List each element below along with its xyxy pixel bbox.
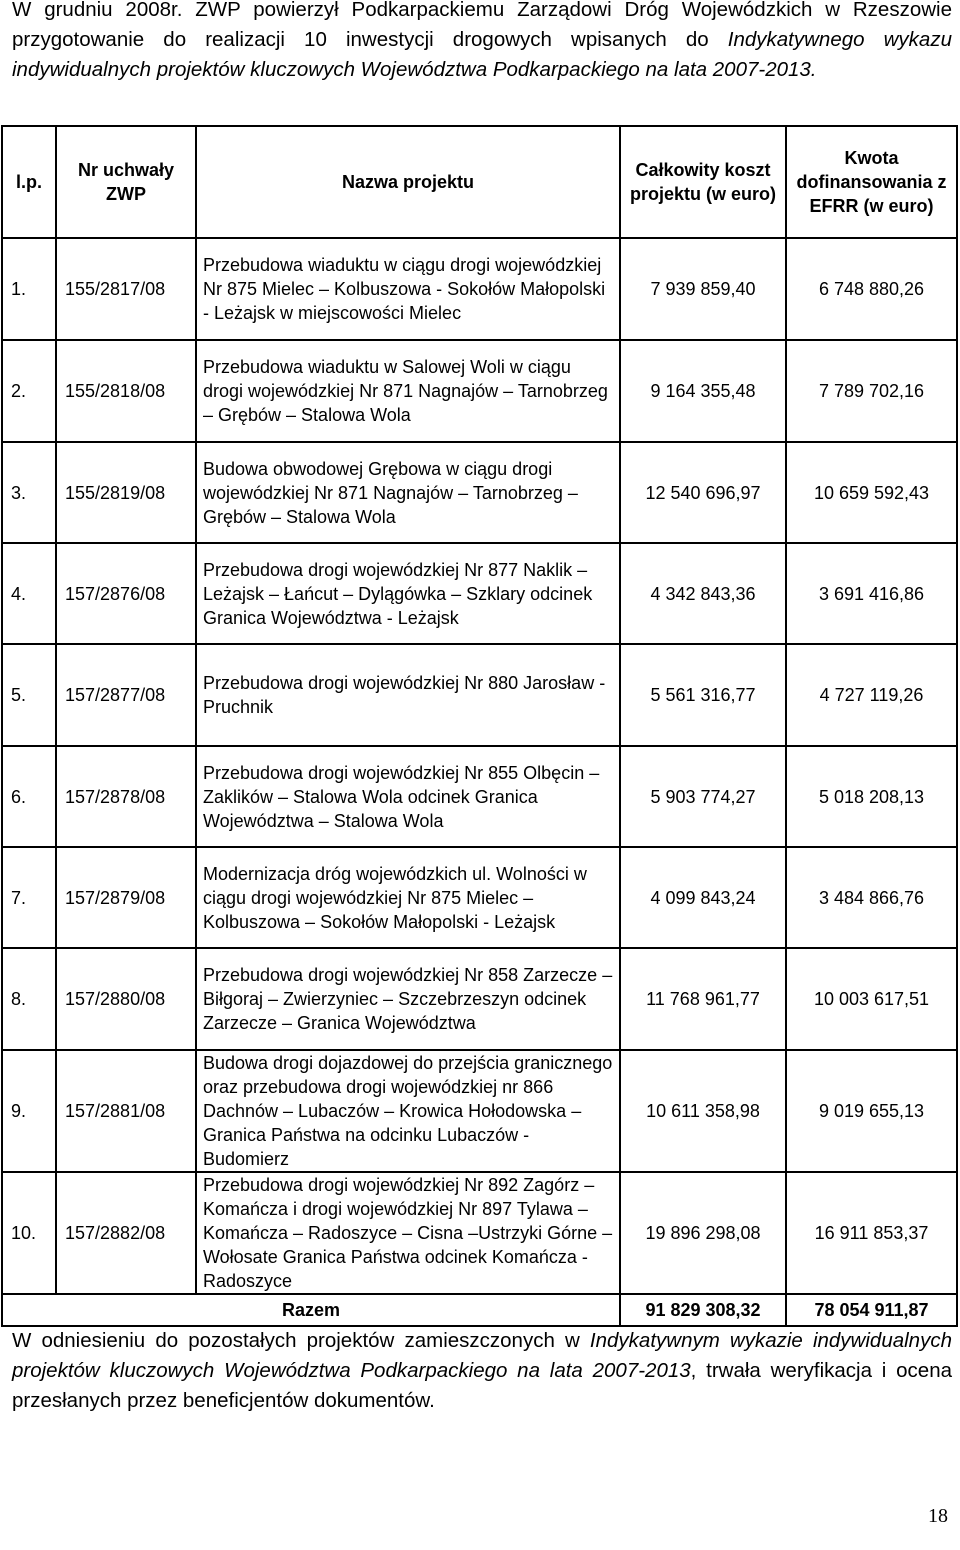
row-efrr-funding: 10 003 617,51 (786, 948, 957, 1050)
row-lp: 8. (2, 948, 56, 1050)
row-project-name: Przebudowa drogi wojewódzkiej Nr 855 Olbęcin – Zaklików – Stalowa Wola odcinek Granica Województwa – Stalowa Wola (196, 746, 620, 847)
row-resolution-number: 157/2880/08 (56, 948, 196, 1050)
row-efrr-funding: 10 659 592,43 (786, 442, 957, 543)
outro-text-end: , trwała weryfikacja i ocena przesłanych przez beneficjentów dokumentów. (12, 1359, 952, 1412)
table-row (2, 746, 957, 847)
row-project-name: Przebudowa wiaduktu w Salowej Woli w ciągu drogi wojewódzkiej Nr 871 Nagnajów – Tarnobrzeg – Grębów – Stalowa Wola (196, 340, 620, 442)
row-efrr-funding: 16 911 853,37 (786, 1172, 957, 1294)
header-resolution-number: Nr uchwały ZWP (56, 126, 196, 238)
row-resolution-number: 157/2882/08 (56, 1172, 196, 1294)
row-efrr-funding: 7 789 702,16 (786, 340, 957, 442)
row-total-cost: 5 561 316,77 (620, 644, 786, 746)
row-total-cost: 9 164 355,48 (620, 340, 786, 442)
table-row (2, 1172, 957, 1294)
table-row (2, 442, 957, 543)
total-label: Razem (2, 1294, 620, 1326)
intro-italic-title: Indykatywnego wykazu indywidualnych projektów kluczowych Województwa Podkarpackiego na lata 2007-2013. (12, 28, 952, 81)
row-total-cost: 4 099 843,24 (620, 847, 786, 948)
row-resolution-number: 157/2876/08 (56, 543, 196, 644)
row-resolution-number: 157/2877/08 (56, 644, 196, 746)
outro-text-start: W odniesieniu do pozostałych projektów zamieszczonych w (12, 1329, 590, 1352)
table-row (2, 1050, 957, 1172)
table-row (2, 238, 957, 340)
table-row (2, 847, 957, 948)
intro-paragraph (12, 0, 952, 85)
header-total-cost: Całkowity koszt projektu (w euro) (620, 126, 786, 238)
row-lp: 3. (2, 442, 56, 543)
table-total-row (2, 1294, 957, 1326)
header-efrr-funding: Kwota dofinansowania z EFRR (w euro) (786, 126, 957, 238)
row-lp: 5. (2, 644, 56, 746)
row-total-cost: 7 939 859,40 (620, 238, 786, 340)
row-project-name: Przebudowa wiaduktu w ciągu drogi wojewódzkiej Nr 875 Mielec – Kolbuszowa - Sokołów Małopolski - Leżajsk w miejscowości Mielec (196, 238, 620, 340)
row-total-cost: 19 896 298,08 (620, 1172, 786, 1294)
row-efrr-funding: 4 727 119,26 (786, 644, 957, 746)
header-lp: l.p. (2, 126, 56, 238)
row-project-name: Przebudowa drogi wojewódzkiej Nr 858 Zarzecze – Biłgoraj – Zwierzyniec – Szczebrzeszyn odcinek Zarzecze – Granica Województwa (196, 948, 620, 1050)
row-resolution-number: 157/2879/08 (56, 847, 196, 948)
row-total-cost: 4 342 843,36 (620, 543, 786, 644)
header-project-name: Nazwa projektu (196, 126, 620, 238)
row-lp: 1. (2, 238, 56, 340)
table-header-row (2, 126, 957, 238)
row-efrr-funding: 9 019 655,13 (786, 1050, 957, 1172)
row-efrr-funding: 6 748 880,26 (786, 238, 957, 340)
row-total-cost: 5 903 774,27 (620, 746, 786, 847)
projects-table (1, 125, 958, 1327)
table-row (2, 644, 957, 746)
row-total-cost: 10 611 358,98 (620, 1050, 786, 1172)
row-lp: 7. (2, 847, 56, 948)
outro-italic-title: Indykatywnym wykazie indywidualnych projektów kluczowych Województwa Podkarpackiego na lata 2007-2013 (12, 1329, 952, 1382)
row-project-name: Przebudowa drogi wojewódzkiej Nr 880 Jarosław - Pruchnik (196, 644, 620, 746)
total-cost: 91 829 308,32 (620, 1294, 786, 1326)
row-project-name: Modernizacja dróg wojewódzkich ul. Wolności w ciągu drogi wojewódzkiej Nr 875 Mielec – Kolbuszowa – Sokołów Małopolski - Leżajsk (196, 847, 620, 948)
row-efrr-funding: 3 484 866,76 (786, 847, 957, 948)
row-project-name: Budowa drogi dojazdowej do przejścia granicznego oraz przebudowa drogi wojewódzkiej nr 866 Dachnów – Lubaczów – Krowica Hołodowska – Granica Państwa na odcinku Lubaczów - Budomierz (196, 1050, 620, 1172)
row-efrr-funding: 5 018 208,13 (786, 746, 957, 847)
row-project-name: Przebudowa drogi wojewódzkiej Nr 892 Zagórz – Komańcza i drogi wojewódzkiej Nr 897 Tylawa – Komańcza – Radoszyce – Cisna –Ustrzyki Górne – Wołosate Granica Państwa odcinek Komańcza - Radoszyce (196, 1172, 620, 1294)
intro-text: W grudniu 2008r. ZWP powierzył Podkarpackiemu Zarządowi Dróg Wojewódzkich w Rzeszowie przygotowanie do realizacji 10 inwestycji drogowych wpisanych do (12, 0, 952, 51)
row-total-cost: 12 540 696,97 (620, 442, 786, 543)
row-project-name: Budowa obwodowej Grębowa w ciągu drogi wojewódzkiej Nr 871 Nagnajów – Tarnobrzeg – Grębów – Stalowa Wola (196, 442, 620, 543)
row-resolution-number: 155/2819/08 (56, 442, 196, 543)
row-resolution-number: 157/2881/08 (56, 1050, 196, 1172)
row-efrr-funding: 3 691 416,86 (786, 543, 957, 644)
total-efrr-funding: 78 054 911,87 (786, 1294, 957, 1326)
closing-paragraph (12, 1326, 952, 1416)
table-row (2, 340, 957, 442)
table-row (2, 948, 957, 1050)
row-lp: 2. (2, 340, 56, 442)
table-row (2, 543, 957, 644)
row-project-name: Przebudowa drogi wojewódzkiej Nr 877 Naklik – Leżajsk – Łańcut – Dylągówka – Szklary odcinek Granica Województwa - Leżajsk (196, 543, 620, 644)
row-resolution-number: 157/2878/08 (56, 746, 196, 847)
row-resolution-number: 155/2818/08 (56, 340, 196, 442)
row-lp: 9. (2, 1050, 56, 1172)
row-total-cost: 11 768 961,77 (620, 948, 786, 1050)
row-lp: 6. (2, 746, 56, 847)
row-lp: 4. (2, 543, 56, 644)
row-resolution-number: 155/2817/08 (56, 238, 196, 340)
row-lp: 10. (2, 1172, 56, 1294)
page-number: 18 (928, 1505, 948, 1527)
